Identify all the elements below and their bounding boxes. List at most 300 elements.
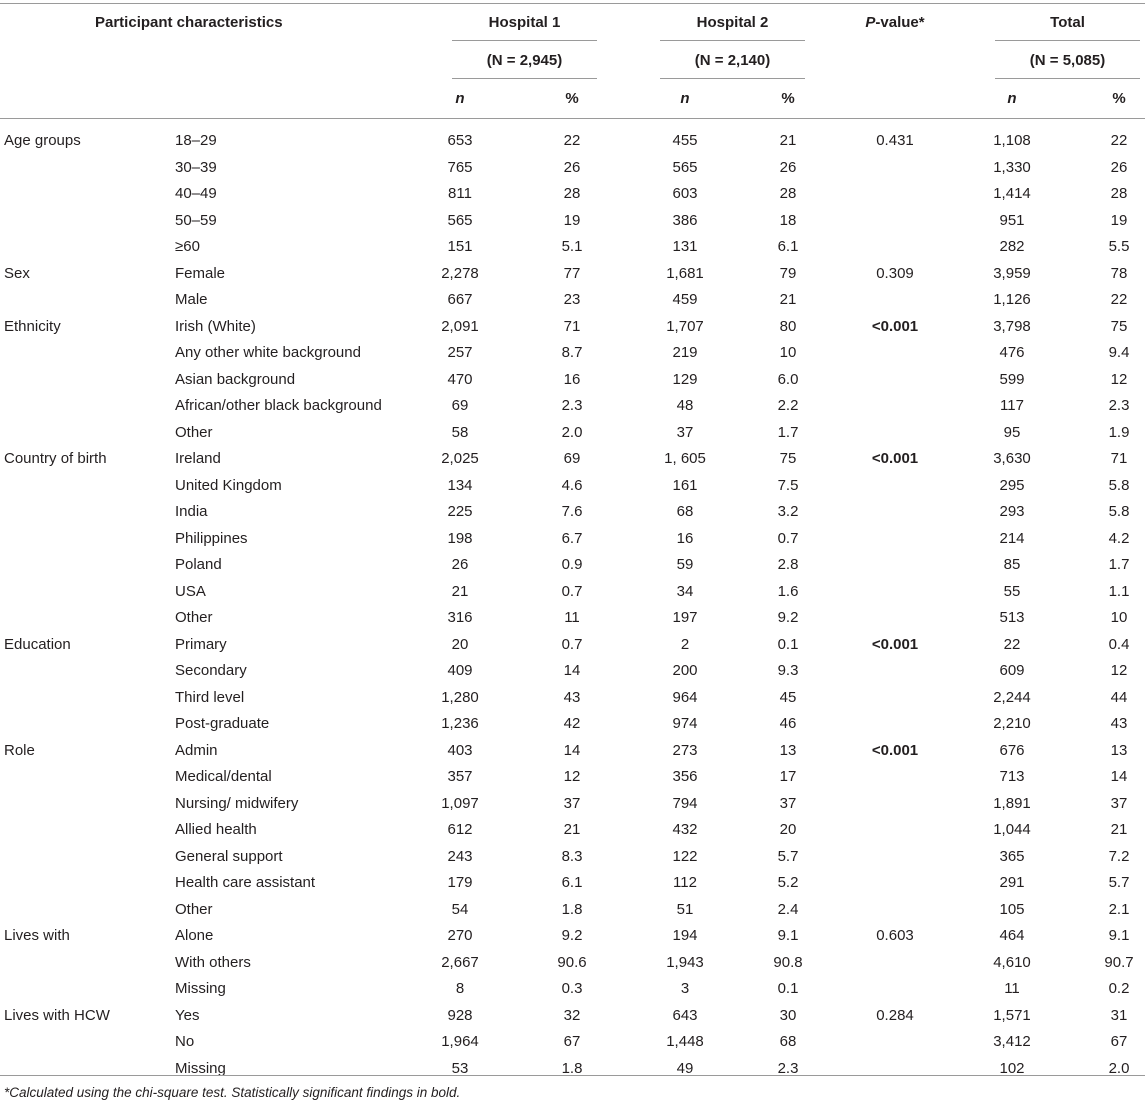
hospital1-n-cell: 612 [447,821,473,838]
row-category-label: Admin [175,741,218,759]
row-category-label: 50–59 [175,211,217,229]
hospital1-pct-cell: 77 [563,264,581,282]
row-category-label: 18–29 [175,132,217,149]
table-row [0,605,1145,632]
total-pct-cell: 5.8 [1108,476,1130,494]
hospital2-pct-cell: 37 [779,794,797,812]
hospital1-n-cell: 1,236 [441,715,479,732]
hospital2-pct-cell: 6.0 [777,370,799,388]
hospital2-pct-cell: 9.3 [777,662,799,679]
hospital2-pct-cell: 75 [779,450,797,467]
table-row [0,632,1145,659]
table-row [0,367,1145,394]
total-n-cell: 11 [1004,980,1020,997]
row-category-label: Male [175,291,208,308]
hospital2-pct-cell: 2.4 [777,900,799,918]
hospital2-n-cell: 1, 605 [664,450,706,467]
hospital1-n-cell: 198 [447,529,473,547]
table-row [0,844,1145,871]
hospital1-pct-cell: 90.6 [557,953,587,971]
row-category-label: General support [175,847,283,865]
hospital1-n-cell: 26 [451,556,469,573]
hospital1-pct-cell: 6.1 [561,874,583,891]
total-n-cell: 95 [1003,423,1021,441]
total-n-cell: 3,798 [993,317,1031,335]
row-group-label: Sex [4,264,30,282]
hospital1-pct-cell: 5.1 [561,238,583,255]
header-hospital1-n: (N = 2,945) [486,52,563,69]
hospital1-pct-cell: 0.9 [561,556,583,573]
pvalue-cell: <0.001 [871,635,919,653]
pvalue-cell: <0.001 [871,741,919,759]
total-pct-cell: 19 [1110,211,1128,229]
total-n-cell: 951 [999,211,1025,229]
hospital1-n-cell: 58 [451,423,469,441]
hospital1-n-cell: 928 [447,1006,473,1024]
table-row [0,764,1145,791]
row-category-label: Poland [175,556,222,573]
total-n-cell: 464 [999,927,1025,944]
row-group-label: Role [4,741,35,759]
total-n-cell: 85 [1003,556,1021,573]
total-n-cell: 3,630 [993,450,1031,467]
total-pct-cell: 1.9 [1108,423,1130,441]
row-category-label: Other [175,900,213,918]
hospital1-pct-cell: 22 [563,132,581,149]
total-pct-cell: 5.8 [1108,503,1130,520]
hospital2-pct-cell: 17 [779,768,797,785]
hospital1-pct-cell: 2.3 [561,397,583,414]
hospital2-n-cell: 200 [672,662,698,679]
rule-total [995,40,1140,41]
total-pct-cell: 22 [1110,291,1128,308]
header-h1-pct: % [565,90,579,107]
table-row [0,711,1145,738]
hospital2-pct-cell: 0.1 [777,635,799,653]
row-category-label: Philippines [175,529,248,547]
total-n-cell: 282 [999,238,1025,255]
hospital2-pct-cell: 0.7 [777,529,799,547]
hospital2-pct-cell: 1.7 [777,423,799,441]
hospital2-pct-cell: 20 [779,821,797,838]
rule-total-n [995,78,1140,79]
total-pct-cell: 9.4 [1108,344,1130,361]
row-category-label: With others [175,953,251,971]
total-n-cell: 295 [999,476,1025,494]
hospital2-pct-cell: 26 [779,158,797,176]
header-hospital1: Hospital 1 [488,14,561,31]
table-row [0,791,1145,818]
hospital1-n-cell: 225 [447,503,473,520]
header-h1-n: n [455,90,465,107]
hospital2-n-cell: 459 [672,291,698,308]
hospital2-n-cell: 129 [672,370,698,388]
total-n-cell: 22 [1003,635,1021,653]
hospital1-pct-cell: 9.2 [561,927,583,944]
row-category-label: Medical/dental [175,768,272,785]
hospital1-n-cell: 2,091 [441,317,479,335]
total-n-cell: 293 [999,503,1025,520]
header-hospital2-n: (N = 2,140) [694,52,771,69]
hospital2-pct-cell: 18 [779,211,797,229]
total-pct-cell: 1.7 [1108,556,1130,573]
table-row [0,208,1145,235]
total-n-cell: 1,571 [993,1006,1031,1024]
hospital2-pct-cell: 9.1 [777,927,799,944]
total-n-cell: 713 [999,768,1025,785]
table-row [0,526,1145,553]
table-row [0,658,1145,685]
table-row [0,870,1145,897]
table-row [0,738,1145,765]
row-category-label: Missing [175,980,226,997]
table-row [0,499,1145,526]
total-pct-cell: 2.3 [1108,397,1130,414]
hospital1-n-cell: 2,278 [441,264,479,282]
total-pct-cell: 78 [1110,264,1128,282]
table-row [0,128,1145,155]
hospital1-pct-cell: 67 [563,1033,581,1050]
total-pct-cell: 10 [1110,609,1128,626]
hospital1-pct-cell: 23 [563,291,581,308]
hospital2-n-cell: 974 [672,715,698,732]
hospital1-pct-cell: 28 [563,185,581,202]
total-n-cell: 609 [999,662,1025,679]
total-n-cell: 1,330 [993,158,1031,176]
hospital1-pct-cell: 12 [563,768,581,785]
table-row [0,473,1145,500]
total-n-cell: 476 [999,344,1025,361]
header-h2-n: n [680,90,690,107]
total-pct-cell: 0.4 [1108,635,1130,653]
hospital2-pct-cell: 79 [779,264,797,282]
hospital2-n-cell: 34 [676,582,694,600]
row-category-label: India [175,503,208,520]
hospital2-pct-cell: 13 [779,741,797,759]
total-pct-cell: 22 [1110,132,1128,149]
row-category-label: Any other white background [175,344,361,361]
hospital2-n-cell: 1,707 [666,317,704,335]
hospital1-n-cell: 403 [447,741,473,759]
row-category-label: Health care assistant [175,874,316,891]
row-category-label: Other [175,423,213,441]
row-category-label: 40–49 [175,185,217,202]
row-category-label: 30–39 [175,158,217,176]
hospital1-pct-cell: 43 [563,688,581,706]
table-row [0,446,1145,473]
hospital1-pct-cell: 6.7 [561,529,583,547]
hospital2-n-cell: 455 [672,132,698,149]
hospital1-pct-cell: 2.0 [561,423,583,441]
header-hospital2: Hospital 2 [696,14,769,31]
hospital2-pct-cell: 2.3 [777,1059,799,1077]
total-n-cell: 105 [999,900,1025,918]
hospital2-n-cell: 3 [680,980,690,997]
hospital2-n-cell: 49 [676,1059,694,1077]
row-category-label: No [175,1033,195,1050]
total-n-cell: 117 [1000,397,1024,414]
hospital1-pct-cell: 1.8 [561,1059,583,1077]
pvalue-cell: 0.431 [876,132,914,149]
hospital2-n-cell: 122 [672,847,698,865]
table-row [0,181,1145,208]
hospital2-n-cell: 386 [672,211,698,229]
total-pct-cell: 12 [1110,662,1128,679]
hospital2-pct-cell: 3.2 [777,503,799,520]
footnote: *Calculated using the chi-square test. Statistically significant findings in bold. [4,1085,461,1100]
table-row [0,155,1145,182]
table-row [0,817,1145,844]
hospital2-n-cell: 794 [672,794,698,812]
pvalue-cell: 0.603 [876,927,914,944]
row-category-label: Asian background [175,370,296,388]
table-row [0,420,1145,447]
total-pct-cell: 5.7 [1108,874,1130,891]
row-category-label: Other [175,609,213,626]
hospital1-n-cell: 21 [451,582,469,600]
total-n-cell: 3,412 [993,1033,1031,1050]
total-pct-cell: 2.1 [1108,900,1130,918]
total-pct-cell: 14 [1110,768,1128,785]
hospital2-pct-cell: 5.7 [777,847,799,865]
hospital2-n-cell: 197 [672,609,698,626]
hospital1-n-cell: 243 [447,847,473,865]
hospital2-pct-cell: 30 [779,1006,797,1024]
hospital1-pct-cell: 32 [563,1006,581,1024]
hospital2-n-cell: 131 [672,238,698,255]
header-h2-pct: % [781,90,795,107]
hospital2-pct-cell: 7.5 [777,476,799,494]
hospital1-pct-cell: 0.7 [561,582,583,600]
hospital1-pct-cell: 37 [563,794,581,812]
table-row [0,950,1145,977]
total-pct-cell: 0.2 [1108,980,1130,997]
total-pct-cell: 44 [1110,688,1128,706]
hospital2-n-cell: 68 [676,503,694,520]
hospital2-n-cell: 112 [673,874,697,891]
hospital1-n-cell: 667 [447,291,473,308]
row-category-label: Nursing/ midwifery [175,794,299,812]
hospital1-n-cell: 316 [447,609,473,626]
hospital2-pct-cell: 2.8 [777,556,799,573]
total-n-cell: 1,044 [993,821,1031,838]
pvalue-cell: 0.284 [876,1006,914,1024]
rule-hospital2-n [660,78,805,79]
hospital1-n-cell: 151 [447,238,473,255]
hospital1-pct-cell: 4.6 [561,476,583,494]
row-group-label: Country of birth [4,450,107,467]
total-pct-cell: 71 [1110,450,1128,467]
row-category-label: Allied health [175,821,257,838]
hospital1-n-cell: 20 [451,635,469,653]
rule-hospital1 [452,40,597,41]
pvalue-cell: <0.001 [871,317,919,335]
table-row [0,261,1145,288]
hospital1-pct-cell: 7.6 [561,503,583,520]
total-pct-cell: 2.0 [1108,1059,1130,1077]
hospital1-pct-cell: 0.7 [561,635,583,653]
hospital2-pct-cell: 2.2 [777,397,799,414]
total-n-cell: 2,244 [993,688,1031,706]
total-pct-cell: 1.1 [1108,582,1130,600]
header-bottom-rule [0,118,1145,119]
hospital2-n-cell: 603 [672,185,698,202]
hospital2-n-cell: 194 [672,927,698,944]
hospital2-pct-cell: 90.8 [773,953,803,971]
table-row [0,287,1145,314]
total-n-cell: 1,891 [993,794,1031,812]
hospital2-pct-cell: 5.2 [777,874,799,891]
hospital2-pct-cell: 9.2 [777,609,799,626]
hospital2-n-cell: 51 [676,900,694,918]
hospital2-pct-cell: 28 [779,185,797,202]
hospital1-pct-cell: 8.3 [561,847,583,865]
hospital2-n-cell: 1,681 [666,264,704,282]
hospital2-pct-cell: 68 [779,1033,797,1050]
table-row [0,552,1145,579]
row-group-label: Lives with [4,927,70,944]
hospital1-pct-cell: 26 [563,158,581,176]
hospital1-n-cell: 1,097 [441,794,479,812]
row-category-label: Alone [175,927,214,944]
table-row [0,976,1145,1003]
table-row [0,579,1145,606]
row-category-label: Yes [175,1006,200,1024]
hospital1-n-cell: 8 [455,980,465,997]
total-pct-cell: 67 [1110,1033,1128,1050]
total-pct-cell: 43 [1110,715,1128,732]
row-group-label: Age groups [4,132,81,149]
total-pct-cell: 75 [1110,317,1128,335]
hospital1-pct-cell: 14 [563,741,581,759]
hospital1-n-cell: 69 [451,397,469,414]
table-row [0,1003,1145,1030]
row-category-label: USA [175,582,206,600]
hospital2-n-cell: 565 [672,158,698,176]
rule-hospital2 [660,40,805,41]
total-n-cell: 676 [999,741,1025,759]
row-category-label: Secondary [175,662,247,679]
hospital2-pct-cell: 80 [779,317,797,335]
total-pct-cell: 90.7 [1104,953,1134,971]
hospital1-n-cell: 2,025 [441,450,479,467]
rule-hospital1-n [452,78,597,79]
total-pct-cell: 12 [1110,370,1128,388]
row-category-label: Irish (White) [175,317,256,335]
row-category-label: African/other black background [175,397,382,414]
hospital2-n-cell: 59 [676,556,694,573]
hospital2-n-cell: 37 [676,423,694,441]
hospital2-pct-cell: 46 [779,715,797,732]
total-n-cell: 4,610 [993,953,1031,971]
header-total-n-col: n [1007,90,1017,107]
hospital1-n-cell: 470 [447,370,473,388]
total-n-cell: 1,108 [993,132,1031,149]
hospital1-n-cell: 270 [447,927,473,944]
total-pct-cell: 9.1 [1108,927,1130,944]
total-pct-cell: 7.2 [1108,847,1130,865]
hospital1-pct-cell: 11 [564,609,580,626]
hospital2-n-cell: 964 [672,688,698,706]
total-pct-cell: 26 [1110,158,1128,176]
total-n-cell: 3,959 [993,264,1031,282]
hospital2-n-cell: 48 [676,397,694,414]
header-total-pct: % [1112,90,1126,107]
header-pvalue: P-value* [865,14,925,31]
table-row [0,1056,1145,1083]
hospital2-n-cell: 643 [672,1006,698,1024]
hospital1-pct-cell: 42 [563,715,581,732]
table-row [0,340,1145,367]
hospital2-pct-cell: 21 [779,291,797,308]
hospital1-n-cell: 1,280 [441,688,479,706]
hospital2-n-cell: 273 [672,741,698,759]
header-total-n: (N = 5,085) [1029,52,1106,69]
hospital1-n-cell: 257 [447,344,473,361]
total-n-cell: 599 [999,370,1025,388]
hospital1-n-cell: 1,964 [441,1033,479,1050]
hospital1-n-cell: 2,667 [441,953,479,971]
total-n-cell: 214 [999,529,1025,547]
hospital2-pct-cell: 0.1 [777,980,799,997]
hospital1-n-cell: 765 [447,158,473,176]
row-category-label: Female [175,264,226,282]
hospital1-pct-cell: 14 [563,662,581,679]
hospital2-pct-cell: 6.1 [777,238,799,255]
row-category-label: United Kingdom [175,476,282,494]
hospital1-n-cell: 357 [447,768,473,785]
hospital2-n-cell: 161 [672,476,698,494]
hospital1-pct-cell: 21 [563,821,581,838]
total-pct-cell: 13 [1110,741,1128,759]
hospital1-n-cell: 134 [447,476,473,494]
total-n-cell: 365 [999,847,1025,865]
hospital1-n-cell: 179 [447,874,473,891]
hospital2-pct-cell: 21 [779,132,797,149]
hospital2-pct-cell: 10 [779,344,797,361]
total-pct-cell: 31 [1110,1006,1128,1024]
pvalue-cell: <0.001 [871,450,919,467]
total-pct-cell: 5.5 [1108,238,1130,255]
hospital1-pct-cell: 1.8 [561,900,583,918]
hospital2-pct-cell: 45 [779,688,797,706]
table-row [0,393,1145,420]
total-n-cell: 2,210 [993,715,1031,732]
table-row [0,897,1145,924]
row-category-label: Post-graduate [175,715,270,732]
hospital1-pct-cell: 16 [563,370,581,388]
row-category-label: Primary [175,635,227,653]
hospital1-pct-cell: 69 [563,450,581,467]
total-pct-cell: 28 [1110,185,1128,202]
table-row [0,923,1145,950]
hospital1-n-cell: 54 [451,900,469,918]
bottom-rule [0,1075,1145,1076]
table-row [0,685,1145,712]
total-pct-cell: 21 [1110,821,1128,838]
total-pct-cell: 4.2 [1108,529,1130,547]
row-category-label: Missing [175,1059,226,1077]
total-n-cell: 102 [999,1059,1025,1077]
total-n-cell: 1,126 [993,291,1031,308]
pvalue-cell: 0.309 [876,264,914,282]
total-pct-cell: 37 [1110,794,1128,812]
top-rule [0,3,1145,4]
hospital1-n-cell: 811 [448,185,472,202]
hospital1-n-cell: 565 [447,211,473,229]
row-group-label: Lives with HCW [4,1006,110,1024]
hospital2-n-cell: 432 [672,821,698,838]
